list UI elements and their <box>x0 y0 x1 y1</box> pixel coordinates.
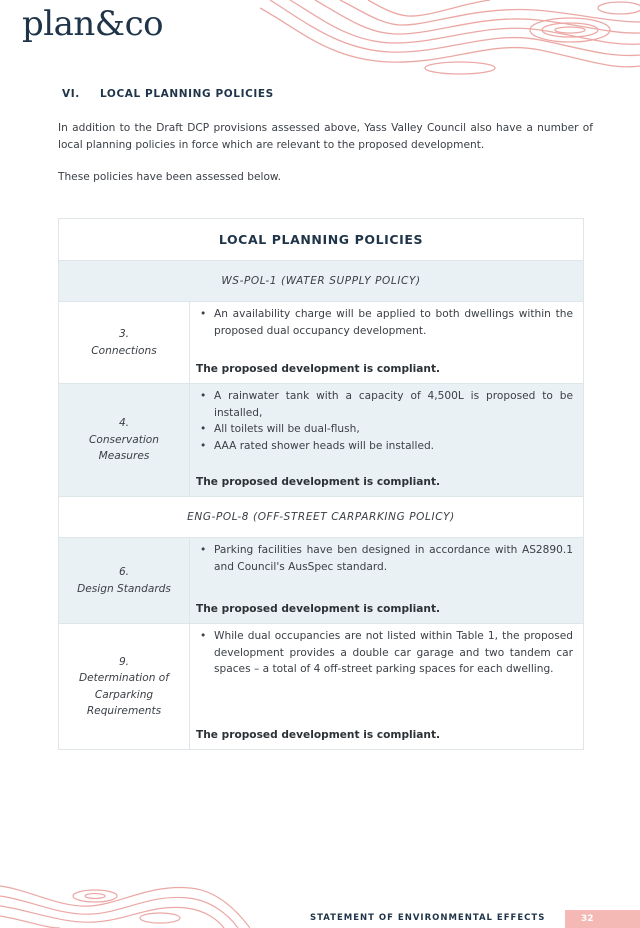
assessment-cell <box>190 302 583 383</box>
clause-cell <box>59 384 190 496</box>
page-number: 32 <box>565 910 640 928</box>
table-row <box>59 301 583 383</box>
bullet-item: • While dual occupancies are not listed within Table 1, the proposed development provides a double car garage and two tandem car spaces – a total of 4 off-street parking spaces for each dwelling. <box>196 628 573 678</box>
bullet-item: • AAA rated shower heads will be installed. <box>196 438 573 455</box>
assessment-cell <box>190 538 583 623</box>
table-row <box>59 537 583 623</box>
bullet-item: • A rainwater tank with a capacity of 4,500L is proposed to be installed, <box>196 388 573 421</box>
policies-table <box>58 218 584 750</box>
topographic-pattern-decoration <box>260 0 640 78</box>
assessment-note: These policies have been assessed below. <box>58 171 281 183</box>
clause-label: Conservation Measures <box>88 433 160 463</box>
clause-cell <box>59 624 190 749</box>
clause-cell <box>59 302 190 383</box>
policy-header-water-supply: WS-POL-1 (WATER SUPPLY POLICY) <box>59 260 583 301</box>
clause-label: Connections <box>91 344 157 357</box>
bullet-item: • All toilets will be dual-flush, <box>196 421 573 438</box>
intro-paragraph: In addition to the Draft DCP provisions assessed above, Yass Valley Council also have a number of local planning policies in force which are relevant to the proposed development. <box>58 122 593 151</box>
assessment-cell <box>190 384 583 496</box>
table-row <box>59 623 583 749</box>
clause-number: 6. <box>118 566 130 578</box>
policy-header-carparking: ENG-POL-8 (OFF-STREET CARPARKING POLICY) <box>59 496 583 537</box>
compliance-statement: The proposed development is compliant. <box>196 602 441 615</box>
clause-label: Determination of Carparking Requirements <box>78 672 170 717</box>
clause-number: 3. <box>118 328 130 340</box>
table-title: LOCAL PLANNING POLICIES <box>218 232 424 247</box>
bullet-item: • Parking facilities have ben designed in accordance with AS2890.1 and Council's AusSpec standard. <box>196 542 573 575</box>
clause-cell <box>59 538 190 623</box>
table-row <box>59 383 583 496</box>
document-title: STATEMENT OF ENVIRONMENTAL EFFECTS <box>310 913 546 923</box>
clause-number: 4. <box>118 417 130 430</box>
compliance-statement: The proposed development is compliant. <box>196 362 441 375</box>
clause-label: Design Standards <box>77 582 171 595</box>
company-logo: plan&co <box>22 4 164 44</box>
assessment-cell <box>190 624 583 749</box>
compliance-statement: The proposed development is compliant. <box>196 475 441 488</box>
bullet-item: • An availability charge will be applied to both dwellings within the proposed dual occupancy development. <box>196 306 573 339</box>
topographic-pattern-decoration <box>0 878 250 928</box>
section-number: VI. <box>62 88 80 100</box>
clause-number: 9. <box>118 655 130 668</box>
compliance-statement: The proposed development is compliant. <box>196 728 441 741</box>
section-heading <box>62 88 274 100</box>
section-title: LOCAL PLANNING POLICIES <box>100 88 274 100</box>
